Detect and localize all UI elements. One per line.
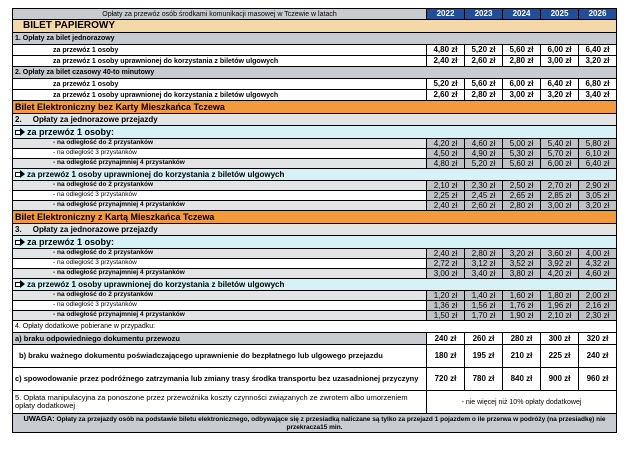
table-row: [13, 201, 617, 211]
row-label: - na odległość 3 przystanków: [13, 149, 427, 159]
fare-value: 4,50 zł: [427, 149, 465, 159]
arrow-right-outline-icon: [15, 280, 25, 288]
card-title: Bilet Elektroniczny z Kartą Mieszkańca Tczewa: [13, 211, 617, 224]
table-row: [13, 149, 617, 159]
table-row: [13, 181, 617, 191]
no-card-normal-title: za przewóz 1 osoby:: [27, 126, 115, 137]
card-section: [13, 211, 617, 224]
table-row: [13, 139, 617, 149]
fare-value: 3,00 zł: [427, 269, 465, 279]
arrow-right-outline-icon: [15, 238, 25, 246]
fare-value: 2,40 zł: [427, 249, 465, 259]
fare-value: 6,40 zł: [541, 79, 579, 90]
fare-value: 5,20 zł: [465, 159, 503, 169]
card-normal-title: za przewóz 1 osoby:: [27, 236, 115, 247]
additional-fees-title: 4. Opłaty dodatkowe pobierane w przypadku:: [13, 321, 617, 333]
no-card-reduced-heading: [13, 169, 617, 181]
fee-value: 210 zł: [503, 345, 541, 368]
card-reduced-heading: [13, 279, 617, 291]
table-row: [13, 345, 617, 368]
table-row: [13, 45, 617, 56]
fare-value: 6,40 zł: [579, 45, 617, 56]
table-row: [13, 159, 617, 169]
row-label: - na odległość do 2 przystanków: [13, 181, 427, 191]
fare-value: 5,20 zł: [465, 45, 503, 56]
fare-value: 3,80 zł: [503, 269, 541, 279]
header-row: [13, 9, 617, 20]
paper-s2-title: 2. Opłaty za bilet czasowy 40-to minutowy: [13, 67, 617, 79]
fee-value: 240 zł: [427, 333, 465, 345]
year-2026: 2026: [579, 9, 617, 20]
row-label: - na odległość przynajmniej 4 przystanków: [13, 201, 427, 211]
fee-value: 300 zł: [541, 333, 579, 345]
fare-value: 1,50 zł: [427, 311, 465, 321]
fee-value: 840 zł: [503, 368, 541, 391]
fare-value: 4,32 zł: [579, 259, 617, 269]
section-number: 2.: [15, 114, 22, 124]
fare-value: 3,05 zł: [579, 191, 617, 201]
fare-value: 3,40 zł: [465, 269, 503, 279]
table-row: [13, 368, 617, 391]
table-row: [13, 333, 617, 345]
fare-value: 5,70 zł: [541, 149, 579, 159]
header-title: Opłaty za przewóz osób środkami komunikacji masowej w Tczewie w latach: [13, 9, 427, 20]
fare-value: 1,60 zł: [503, 291, 541, 301]
fare-value: 5,30 zł: [503, 149, 541, 159]
fare-value: 2,16 zł: [579, 301, 617, 311]
no-card-reduced-title: za przewóz 1 osoby uprawnionej do korzystania z biletów ulgowych: [27, 170, 285, 179]
fare-value: 3,20 zł: [579, 56, 617, 67]
fare-value: 4,60 zł: [579, 269, 617, 279]
row-label: za przewóz 1 osoby uprawnionej do korzystania z biletów ulgowych: [13, 90, 427, 101]
paper-ticket-section: [13, 20, 617, 33]
fare-value: 4,90 zł: [465, 149, 503, 159]
row-label: - na odległość 3 przystanków: [13, 301, 427, 311]
fare-value: 3,12 zł: [465, 259, 503, 269]
fee-value: 225 zł: [541, 345, 579, 368]
fare-value: 4,60 zł: [465, 139, 503, 149]
fare-value: 1,20 zł: [427, 291, 465, 301]
table-row: [13, 259, 617, 269]
arrow-right-outline-icon: [15, 170, 25, 178]
table-row: [13, 56, 617, 67]
row-label: - na odległość 3 przystanków: [13, 259, 427, 269]
fee-value: 280 zł: [503, 333, 541, 345]
fee-value: 780 zł: [465, 368, 503, 391]
fare-value: 5,60 zł: [503, 159, 541, 169]
fee-value: 195 zł: [465, 345, 503, 368]
fee-value: 180 zł: [427, 345, 465, 368]
card-normal-heading: [13, 236, 617, 249]
card-s3-title: Opłaty za jednorazowe przejazdy: [32, 224, 158, 234]
fee-value: 240 zł: [579, 345, 617, 368]
fare-value: 2,80 zł: [503, 201, 541, 211]
fare-value: 2,80 zł: [503, 56, 541, 67]
fare-value: 3,60 zł: [541, 249, 579, 259]
fare-value: 6,10 zł: [579, 149, 617, 159]
no-card-section: [13, 101, 617, 114]
table-row: [13, 301, 617, 311]
fare-value: 2,70 zł: [541, 181, 579, 191]
fare-value: 4,20 zł: [427, 139, 465, 149]
fare-value: 5,40 zł: [541, 139, 579, 149]
table-row: [13, 79, 617, 90]
handling-fee-value: - nie więcej niż 10% opłaty dodatkowej: [427, 391, 617, 414]
fee-value: 320 zł: [579, 333, 617, 345]
fare-value: 6,00 zł: [503, 79, 541, 90]
fare-value: 5,00 zł: [503, 139, 541, 149]
fare-value: 1,56 zł: [465, 301, 503, 311]
row-label: 5. Opłata manipulacyjna za ponoszone przez przewoźnika koszty czynności związanych ze zwrotem albo umorzeniem opłaty dodatkowej: [13, 391, 427, 414]
fare-table-document: [12, 8, 616, 433]
row-label: - na odległość do 2 przystanków: [13, 139, 427, 149]
row-label: za przewóz 1 osoby uprawnionej do korzystania z biletów ulgowych: [13, 56, 427, 67]
row-label: za przewóz 1 osoby: [13, 79, 427, 90]
fare-value: 3,52 zł: [503, 259, 541, 269]
paper-ticket-title: BILET PAPIEROWY: [13, 20, 617, 33]
row-label: - na odległość przynajmniej 4 przystanków: [13, 311, 427, 321]
row-label: - na odległość przynajmniej 4 przystanków: [13, 269, 427, 279]
fare-value: 3,00 zł: [503, 90, 541, 101]
fare-value: 3,20 zł: [503, 249, 541, 259]
fare-value: 3,92 zł: [541, 259, 579, 269]
fare-value: 4,20 zł: [541, 269, 579, 279]
no-card-s2-heading: [13, 114, 617, 126]
fare-value: 5,60 zł: [503, 45, 541, 56]
year-2022: 2022: [427, 9, 465, 20]
fare-value: 2,80 zł: [465, 90, 503, 101]
row-label: c) spowodowanie przez podróżnego zatrzymania lub zmiany trasy środka transportu bez uzasadnionej przyczyny: [13, 368, 427, 391]
fare-value: 2,30 zł: [465, 181, 503, 191]
fare-value: 1,90 zł: [503, 311, 541, 321]
table-row: [13, 391, 617, 414]
fare-value: 2,25 zł: [427, 191, 465, 201]
fare-value: 6,40 zł: [579, 159, 617, 169]
paper-s1-title: 1. Opłaty za bilet jednorazowy: [13, 33, 617, 45]
fare-value: 5,20 zł: [427, 79, 465, 90]
fare-value: 2,30 zł: [579, 311, 617, 321]
fare-value: 3,20 zł: [579, 201, 617, 211]
fare-value: 2,85 zł: [541, 191, 579, 201]
paper-s1-heading: [13, 33, 617, 45]
no-card-normal-heading: [13, 126, 617, 139]
fee-value: 260 zł: [465, 333, 503, 345]
table-row: [13, 249, 617, 259]
fare-value: 3,20 zł: [541, 90, 579, 101]
fee-value: 720 zł: [427, 368, 465, 391]
fare-value: 5,80 zł: [579, 139, 617, 149]
fee-value: 900 zł: [541, 368, 579, 391]
note-label: UWAGA:: [23, 414, 55, 424]
table-row: [13, 191, 617, 201]
fee-value: 960 zł: [579, 368, 617, 391]
fare-value: 3,40 zł: [579, 90, 617, 101]
no-card-title: Bilet Elektroniczny bez Karty Mieszkańca Tczewa: [13, 101, 617, 114]
fare-value: 4,80 zł: [427, 159, 465, 169]
fare-value: 6,00 zł: [541, 159, 579, 169]
row-label: za przewóz 1 osoby: [13, 45, 427, 56]
fare-value: 1,40 zł: [465, 291, 503, 301]
fare-value: 4,00 zł: [579, 249, 617, 259]
paper-s2-heading: [13, 67, 617, 79]
table-row: [13, 311, 617, 321]
row-label: - na odległość do 2 przystanków: [13, 291, 427, 301]
additional-fees-heading: [13, 321, 617, 333]
fare-value: 2,80 zł: [465, 249, 503, 259]
fare-value: 2,65 zł: [503, 191, 541, 201]
fare-value: 1,36 zł: [427, 301, 465, 311]
fare-value: 2,10 zł: [541, 311, 579, 321]
row-label: - na odległość 3 przystanków: [13, 191, 427, 201]
card-reduced-title: za przewóz 1 osoby uprawnionej do korzystania z biletów ulgowych: [27, 280, 285, 289]
row-label: a) braku odpowiedniego dokumentu przewozu: [13, 333, 427, 345]
fare-value: 5,60 zł: [465, 79, 503, 90]
fare-value: 1,80 zł: [541, 291, 579, 301]
fare-value: 4,80 zł: [427, 45, 465, 56]
fare-value: 6,00 zł: [541, 45, 579, 56]
fare-table: [12, 8, 617, 433]
fare-value: 2,50 zł: [503, 181, 541, 191]
row-label: - na odległość do 2 przystanków: [13, 249, 427, 259]
fare-value: 1,96 zł: [541, 301, 579, 311]
fare-value: 2,60 zł: [465, 56, 503, 67]
arrow-right-outline-icon: [15, 128, 25, 136]
fare-value: 6,80 zł: [579, 79, 617, 90]
fare-value: 1,76 zł: [503, 301, 541, 311]
row-label: - na odległość przynajmniej 4 przystanków: [13, 159, 427, 169]
fare-value: 2,90 zł: [579, 181, 617, 191]
table-row: [13, 291, 617, 301]
year-2024: 2024: [503, 9, 541, 20]
fare-value: 2,45 zł: [465, 191, 503, 201]
year-2025: 2025: [541, 9, 579, 20]
section-number: 3.: [15, 224, 22, 234]
row-label: b) braku ważnego dokumentu poświadczającego uprawnienie do bezpłatnego lub ulgowego przejazdu: [13, 345, 427, 368]
fare-value: 1,70 zł: [465, 311, 503, 321]
note-row: [13, 414, 617, 433]
fare-value: 3,00 zł: [541, 201, 579, 211]
note-text: Opłaty za przejazdy osób na podstawie biletu elektronicznego, odbywające się z przesiadką naliczane są tylko za przejazd 1 pojazdem o ile przerwa w podróży (na przesiadkę) nie przekracza15 min.: [56, 416, 606, 431]
table-row: [13, 90, 617, 101]
fare-value: 3,00 zł: [541, 56, 579, 67]
no-card-s2-title: Opłaty za jednorazowe przejazdy: [32, 114, 158, 124]
fare-value: 2,40 zł: [427, 201, 465, 211]
fare-value: 2,60 zł: [465, 201, 503, 211]
fare-value: 2,00 zł: [579, 291, 617, 301]
card-s3-heading: [13, 224, 617, 236]
fare-value: 2,40 zł: [427, 56, 465, 67]
table-row: [13, 269, 617, 279]
fare-value: 2,60 zł: [427, 90, 465, 101]
fare-value: 2,72 zł: [427, 259, 465, 269]
fare-value: 2,10 zł: [427, 181, 465, 191]
year-2023: 2023: [465, 9, 503, 20]
